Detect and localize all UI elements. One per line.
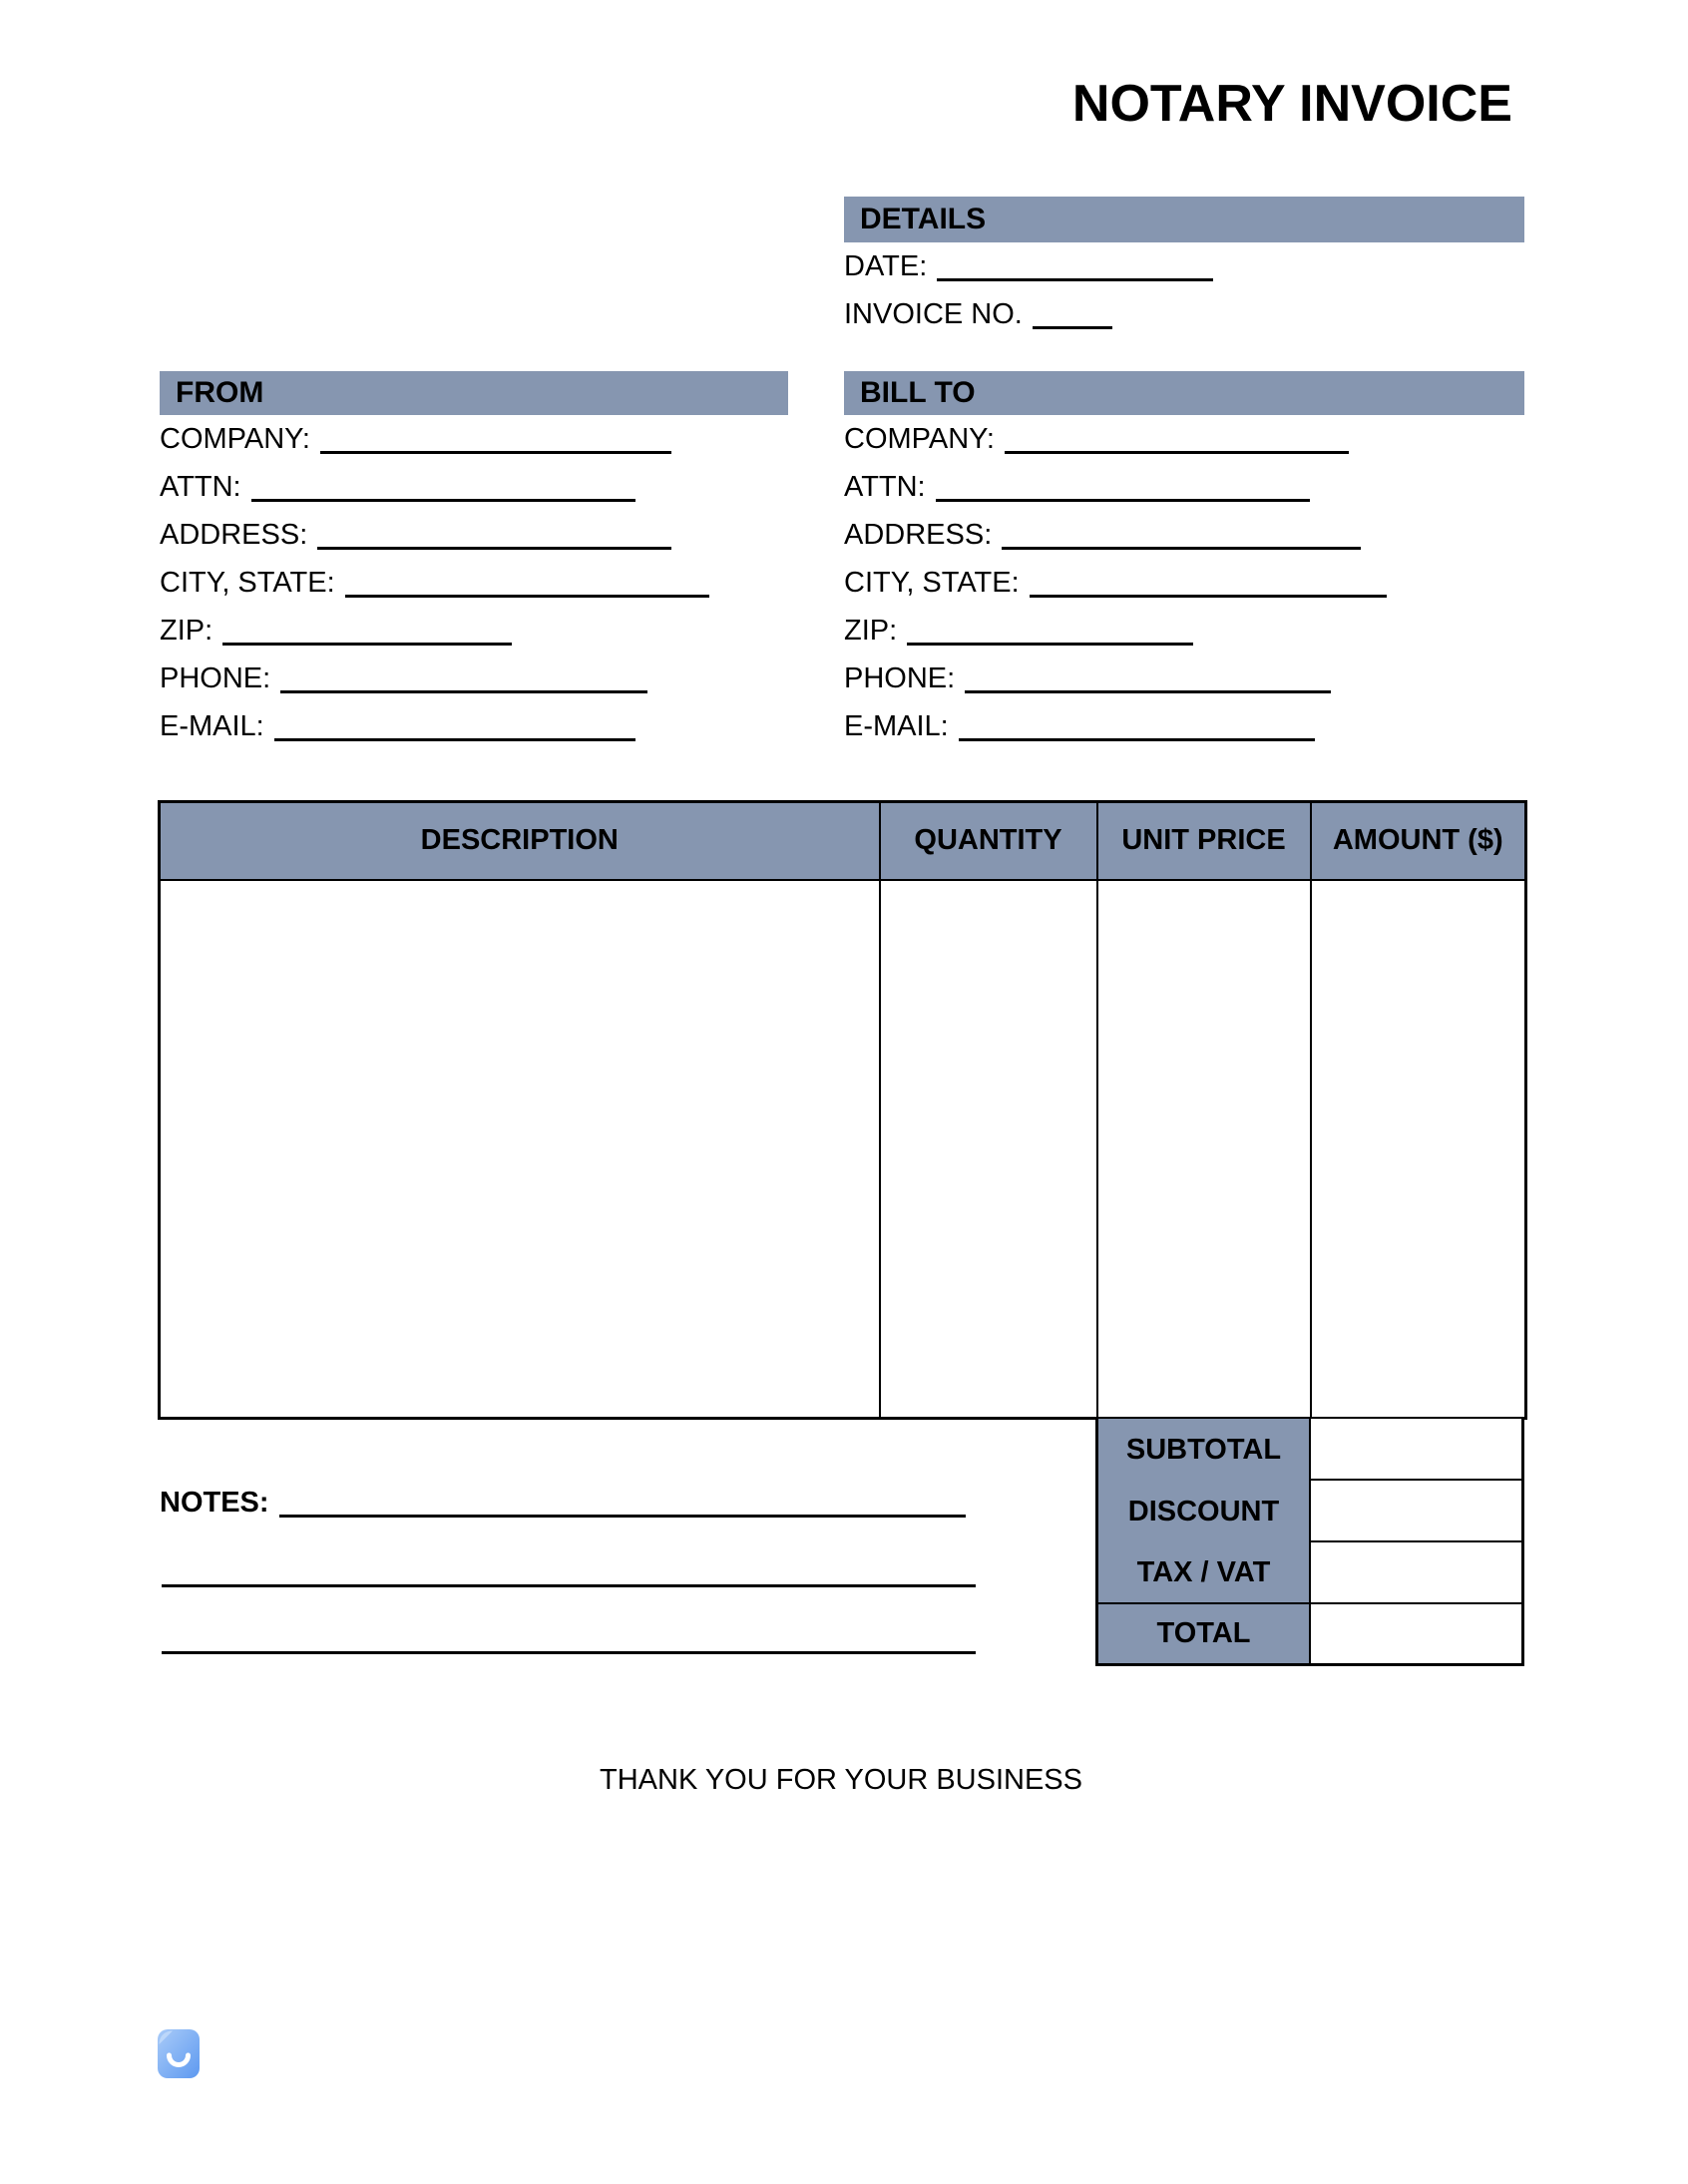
notes-label: NOTES: xyxy=(160,1487,269,1519)
from-email-label: E-MAIL: xyxy=(160,710,264,742)
date-label: DATE: xyxy=(844,250,928,282)
bill-to-phone-label: PHONE: xyxy=(844,662,956,694)
invoice-no-label: INVOICE NO. xyxy=(844,298,1023,330)
description-cell[interactable] xyxy=(160,880,880,1419)
column-header-description: DESCRIPTION xyxy=(160,802,880,880)
from-company-label: COMPANY: xyxy=(160,423,310,455)
from-company-row xyxy=(160,415,788,463)
notes-fill-line-2[interactable] xyxy=(162,1584,976,1587)
thank-you-message: THANK YOU FOR YOUR BUSINESS xyxy=(600,1764,1082,1796)
from-header-bar xyxy=(160,371,788,415)
from-address-label: ADDRESS: xyxy=(160,519,308,551)
from-company-fill-line[interactable] xyxy=(320,451,671,454)
details-section xyxy=(844,197,1524,338)
from-city-state-label: CITY, STATE: xyxy=(160,567,335,599)
bill-to-city-state-row xyxy=(844,559,1524,607)
date-row xyxy=(844,242,1524,290)
bill-to-address-row xyxy=(844,511,1524,559)
bill-to-phone-row xyxy=(844,655,1524,702)
bill-to-company-row xyxy=(844,415,1524,463)
from-city-state-fill-line[interactable] xyxy=(345,595,709,598)
total-value-cell[interactable] xyxy=(1309,1604,1524,1666)
from-phone-row xyxy=(160,655,788,702)
from-attn-row xyxy=(160,463,788,511)
bill-to-address-label: ADDRESS: xyxy=(844,519,993,551)
bill-to-email-row xyxy=(844,702,1524,750)
from-email-fill-line[interactable] xyxy=(274,738,635,741)
from-zip-label: ZIP: xyxy=(160,615,213,647)
details-header-label: DETAILS xyxy=(860,203,987,235)
notes-row xyxy=(160,1479,966,1527)
subtotal-label: SUBTOTAL xyxy=(1095,1419,1309,1481)
bill-to-city-state-fill-line[interactable] xyxy=(1030,595,1387,598)
subtotal-value-cell[interactable] xyxy=(1309,1419,1524,1481)
invoice-no-row xyxy=(844,290,1524,338)
bill-to-company-fill-line[interactable] xyxy=(1005,451,1349,454)
items-table-header-row xyxy=(160,802,1526,880)
from-phone-label: PHONE: xyxy=(160,662,271,694)
date-fill-line[interactable] xyxy=(937,278,1213,281)
column-header-quantity: QUANTITY xyxy=(880,802,1097,880)
bill-to-phone-fill-line[interactable] xyxy=(965,690,1331,693)
notes-fill-line-1[interactable] xyxy=(279,1515,966,1518)
from-header-label: FROM xyxy=(176,376,264,409)
from-section xyxy=(160,371,788,750)
amount-cell[interactable] xyxy=(1311,880,1526,1419)
page-title: NOTARY INVOICE xyxy=(1071,75,1512,133)
from-email-row xyxy=(160,702,788,750)
from-zip-fill-line[interactable] xyxy=(222,643,512,646)
bill-to-city-state-label: CITY, STATE: xyxy=(844,567,1020,599)
bill-to-section xyxy=(844,371,1524,750)
column-header-unit-price: UNIT PRICE xyxy=(1097,802,1311,880)
discount-value-cell[interactable] xyxy=(1309,1481,1524,1542)
bill-to-attn-row xyxy=(844,463,1524,511)
quantity-cell[interactable] xyxy=(880,880,1097,1419)
bill-to-header-label: BILL TO xyxy=(860,376,976,409)
bill-to-attn-label: ATTN: xyxy=(844,471,926,503)
bill-to-zip-fill-line[interactable] xyxy=(907,643,1193,646)
total-label: TOTAL xyxy=(1095,1604,1309,1666)
from-city-state-row xyxy=(160,559,788,607)
discount-label: DISCOUNT xyxy=(1095,1481,1309,1542)
column-header-amount: AMOUNT ($) xyxy=(1311,802,1526,880)
totals-section xyxy=(1095,1419,1524,1666)
items-table-row xyxy=(160,880,1526,1419)
items-table xyxy=(158,800,1527,1420)
invoice-no-fill-line[interactable] xyxy=(1033,326,1112,329)
bill-to-company-label: COMPANY: xyxy=(844,423,995,455)
unit-price-cell[interactable] xyxy=(1097,880,1311,1419)
from-address-fill-line[interactable] xyxy=(317,547,671,550)
bill-to-header-bar xyxy=(844,371,1524,415)
from-phone-fill-line[interactable] xyxy=(280,690,647,693)
bill-to-zip-label: ZIP: xyxy=(844,615,898,647)
bill-to-address-fill-line[interactable] xyxy=(1002,547,1361,550)
from-zip-row xyxy=(160,607,788,655)
notes-fill-line-3[interactable] xyxy=(162,1651,976,1654)
from-address-row xyxy=(160,511,788,559)
bill-to-attn-fill-line[interactable] xyxy=(936,499,1310,502)
from-attn-label: ATTN: xyxy=(160,471,241,503)
bill-to-email-label: E-MAIL: xyxy=(844,710,949,742)
from-attn-fill-line[interactable] xyxy=(251,499,635,502)
tax-vat-value-cell[interactable] xyxy=(1309,1542,1524,1604)
tax-vat-label: TAX / VAT xyxy=(1095,1542,1309,1604)
document-smile-logo-icon xyxy=(158,2029,200,2078)
details-header-bar xyxy=(844,197,1524,242)
bill-to-email-fill-line[interactable] xyxy=(959,738,1315,741)
bill-to-zip-row xyxy=(844,607,1524,655)
